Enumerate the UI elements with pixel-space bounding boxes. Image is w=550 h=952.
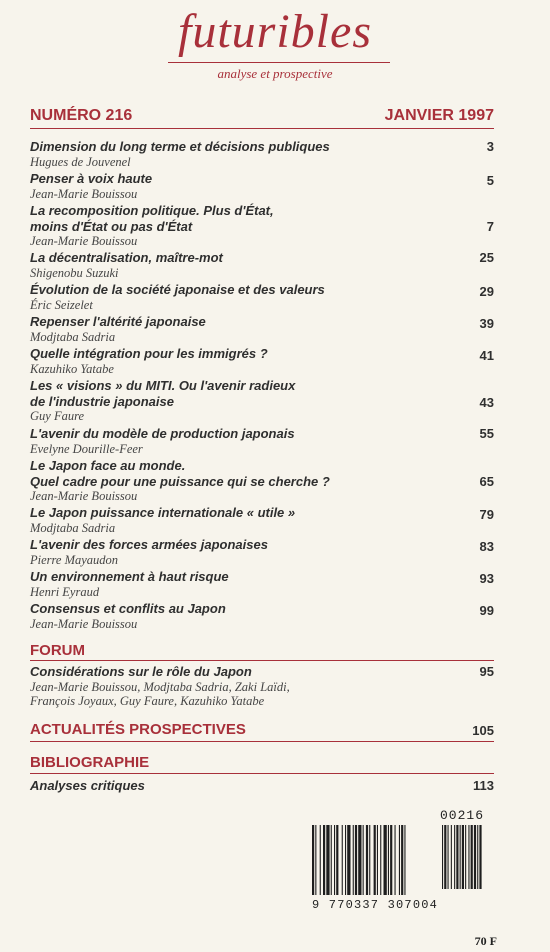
entry-title: Considérations sur le rôle du Japon [30, 664, 252, 679]
toc-entry [30, 458, 494, 505]
page-number: 55 [479, 426, 494, 441]
barcode-bar [345, 825, 346, 895]
barcode-bar [377, 825, 378, 895]
page-number: 41 [479, 348, 494, 363]
entry-title: Quelle intégration pour les immigrés ? [30, 346, 268, 361]
toc-entry [30, 778, 494, 794]
table-of-contents [30, 139, 494, 633]
barcode-bar [390, 825, 392, 895]
entry-author: Henri Eyraud [30, 584, 100, 599]
actualites-heading: ACTUALITÉS PROSPECTIVES [30, 721, 246, 738]
issue-bar [30, 106, 494, 126]
price: 70 F [474, 934, 497, 948]
entry-title: L'avenir du modèle de production japonais [30, 426, 295, 441]
journal-logo: futuribles [177, 5, 372, 58]
page-number: 95 [479, 664, 494, 679]
toc-entry [30, 505, 494, 537]
barcode-bar [326, 825, 329, 895]
barcode-bar [460, 825, 461, 889]
entry-title: Les « visions » du MITI. Ou l'avenir radieux de l'industrie japonaise [30, 378, 296, 409]
bibliographie-heading: BIBLIOGRAPHIE [30, 754, 150, 771]
barcode-bar [448, 825, 449, 889]
barcode-bar [353, 825, 354, 895]
entry-author: Guy Faure [30, 409, 85, 423]
barcode-bar [384, 825, 387, 895]
toc-entry [30, 378, 494, 426]
entry-author: Kazuhiko Yatabe [30, 361, 114, 376]
entry-title: Le Japon puissance internationale « utile » [30, 505, 296, 520]
toc-entry [30, 282, 494, 314]
entry-author: Pierre Mayaudon [30, 552, 119, 567]
barcode-bar [355, 825, 357, 895]
barcode-bar [444, 825, 446, 889]
issue-date: JANVIER 1997 [384, 107, 494, 124]
barcode-bar [388, 825, 389, 895]
page-number: 99 [479, 603, 494, 618]
barcode-bar [323, 825, 325, 895]
entry-author: Evelyne Dourille-Feer [30, 441, 143, 456]
toc-entry [30, 664, 494, 708]
issue-rule [30, 128, 494, 129]
barcode-bar [471, 825, 473, 889]
bibliographie-entry [30, 778, 494, 794]
actualites-rule [30, 741, 494, 742]
entry-author: Jean-Marie Bouissou [30, 234, 138, 248]
forum-rule [30, 660, 494, 661]
entry-title: Le Japon face au monde. Quel cadre pour une puissance qui se cherche ? [30, 458, 330, 489]
entry-author: Jean-Marie Bouissou [30, 186, 138, 201]
barcode-bar [380, 825, 381, 895]
entry-title: Un environnement à haut risque [30, 569, 229, 584]
journal-tagline: analyse et prospective [217, 66, 333, 81]
barcode-icon [312, 825, 498, 897]
page-number: 3 [486, 139, 494, 154]
bibliographie-rule [30, 773, 494, 774]
page-number: 113 [473, 778, 494, 793]
toc-entry [30, 569, 494, 601]
toc-entry [30, 171, 494, 203]
barcode-bar [331, 825, 332, 895]
entry-author: Éric Seizelet [30, 297, 93, 312]
entry-title: L'avenir des forces armées japonaises [30, 537, 268, 552]
forum-entry [30, 664, 494, 708]
entry-title: La décentralisation, maître-mot [30, 250, 223, 265]
entry-author: Jean-Marie Bouissou, Modjtaba Sadria, Zaki Laïdi, François Joyaux, Guy Faure, Kazuhiko Yatabe [30, 679, 290, 708]
barcode-bar [399, 825, 400, 895]
entry-title: Penser à voix haute [30, 171, 153, 186]
barcode-bar [336, 825, 338, 895]
entry-author: Jean-Marie Bouissou [30, 489, 138, 503]
toc-entry [30, 601, 494, 633]
toc-entry [30, 250, 494, 282]
barcode-bar [366, 825, 368, 895]
toc-entry [30, 203, 494, 250]
barcode-bar [465, 825, 466, 889]
masthead [0, 6, 550, 58]
barcode-bar [456, 825, 458, 889]
page-number: 29 [479, 284, 494, 299]
page-number: 25 [479, 250, 494, 265]
page-number: 65 [479, 474, 494, 489]
barcode-bar [395, 825, 396, 895]
entry-title: Consensus et conflits au Japon [30, 601, 226, 616]
page-number: 43 [479, 395, 494, 410]
barcode-bar [374, 825, 376, 895]
entry-author: Modjtaba Sadria [30, 329, 116, 344]
entry-author: Modjtaba Sadria [30, 520, 116, 535]
barcode-bar [312, 825, 314, 895]
forum-section [30, 642, 494, 660]
page-number: 7 [486, 219, 494, 234]
toc-entry [30, 426, 494, 458]
barcode-bar [401, 825, 403, 895]
page-number: 93 [479, 571, 494, 586]
barcode-bar [442, 825, 443, 889]
issue-number: NUMÉRO 216 [30, 107, 133, 124]
page-number: 105 [472, 723, 494, 738]
barcode-digits: 9 770337 307004 [312, 898, 439, 912]
toc-entry [30, 139, 494, 171]
entry-title: Dimension du long terme et décisions publiques [30, 139, 330, 154]
entry-title: La recomposition politique. Plus d'État, moins d'État ou pas d'État [30, 203, 274, 234]
barcode-bar [404, 825, 405, 895]
actualites-section [30, 721, 494, 739]
forum-heading: FORUM [30, 642, 85, 659]
barcode-bar [342, 825, 343, 895]
entry-title: Repenser l'altérité japonaise [30, 314, 206, 329]
barcode-bar [462, 825, 464, 889]
toc-entry [30, 346, 494, 378]
barcode-bar [347, 825, 350, 895]
barcode-bar [369, 825, 370, 895]
entry-author: Shigenobu Suzuki [30, 265, 119, 280]
barcode-bar [477, 825, 478, 889]
barcode-bar [315, 825, 316, 895]
barcode-bar [358, 825, 361, 895]
barcode-bar [320, 825, 321, 895]
bibliographie-section [30, 754, 494, 772]
toc-entry [30, 314, 494, 346]
page-number: 79 [479, 507, 494, 522]
entry-author: Jean-Marie Bouissou [30, 616, 138, 631]
barcode-bar [479, 825, 481, 889]
barcode-bar [451, 825, 452, 889]
barcode-bar [454, 825, 455, 889]
entry-author: Hugues de Jouvenel [30, 154, 131, 169]
entry-title: Analyses critiques [30, 778, 145, 793]
barcode-addon: 00216 [440, 808, 485, 823]
barcode-bar [468, 825, 469, 889]
page-number: 39 [479, 316, 494, 331]
page-number: 83 [479, 539, 494, 554]
barcode-bar [363, 825, 364, 895]
entry-title: Évolution de la société japonaise et des valeurs [30, 282, 325, 297]
page-number: 5 [486, 173, 494, 188]
barcode-bar [334, 825, 335, 895]
logo-rule [168, 62, 390, 63]
toc-entry [30, 537, 494, 569]
barcode-bar [474, 825, 476, 889]
